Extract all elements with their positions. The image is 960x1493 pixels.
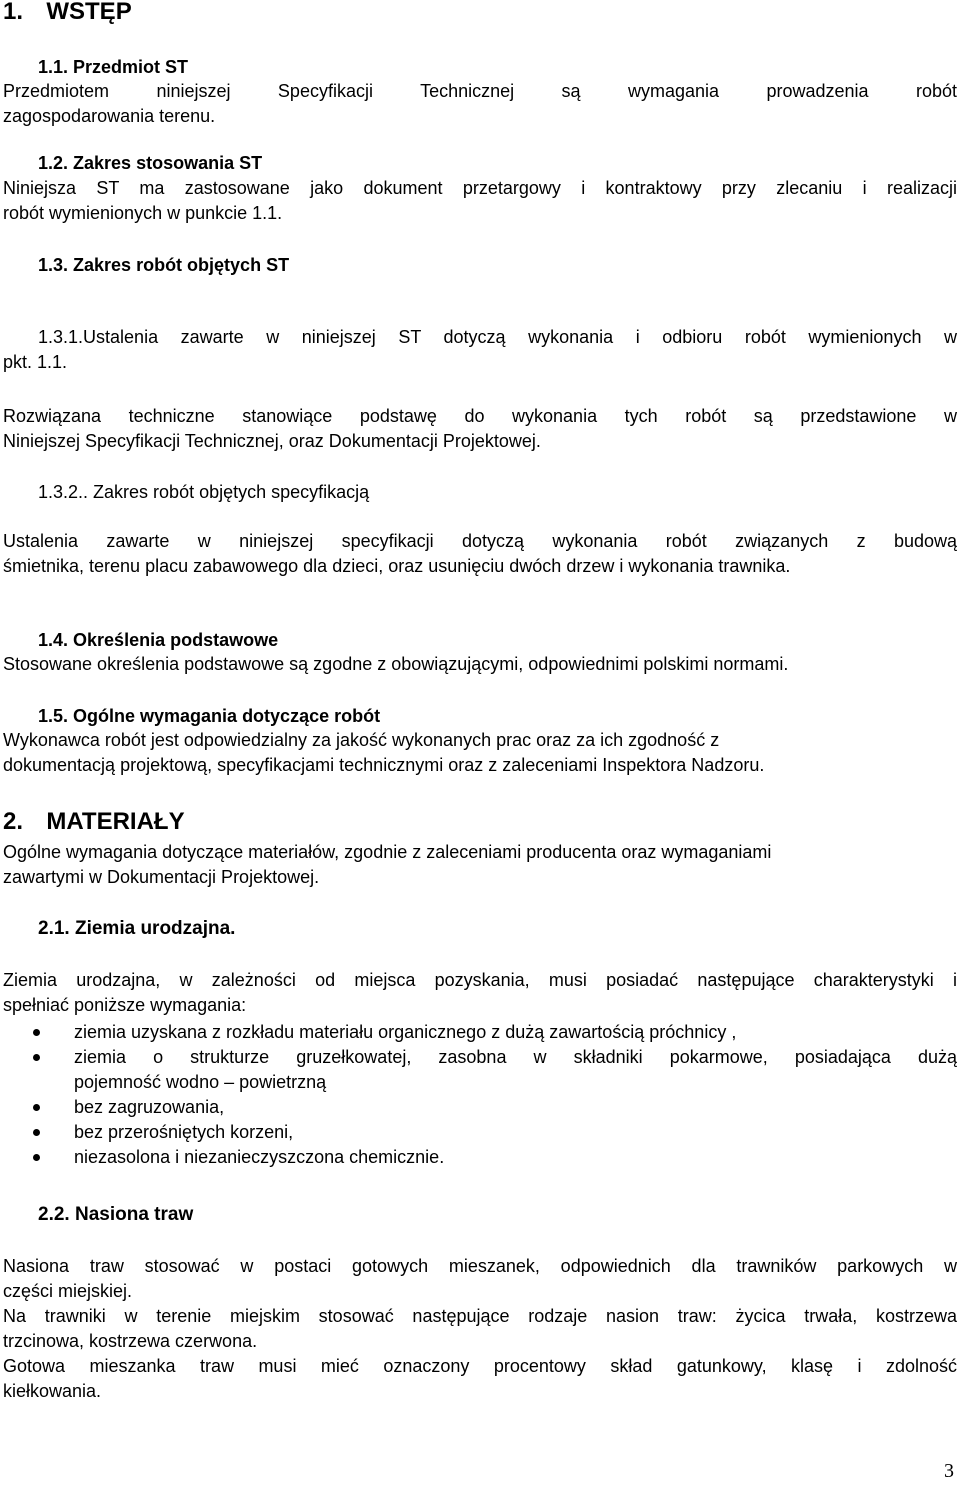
text-line: dokumentacją projektową, specyfikacjami technicznymi oraz z zaleceniami Inspektora Nadzoru. bbox=[3, 755, 765, 775]
list-item bbox=[3, 1145, 957, 1170]
text-line: robót wymienionych w punkcie 1.1. bbox=[3, 203, 283, 223]
bullet-list bbox=[3, 1020, 957, 1170]
list-item bbox=[3, 1095, 957, 1120]
text-line: Wykonawca robót jest odpowiedzialny za jakość wykonanych prac oraz za ich zgodność z bbox=[3, 730, 720, 750]
text-line: Rozwiązana techniczne stanowiące podstawę do wykonania tych robót są przedstawione w bbox=[3, 406, 957, 426]
section-1-3-1-body bbox=[3, 325, 957, 375]
section-2-2-body bbox=[3, 1254, 957, 1404]
text-line: kiełkowania. bbox=[3, 1381, 102, 1401]
text-line: Gotowa mieszanka traw musi mieć oznaczony procentowy skład gatunkowy, klasę i zdolność bbox=[3, 1356, 957, 1376]
section-1-3-1-paragraph bbox=[3, 404, 957, 454]
text-line: spełniać poniższe wymagania: bbox=[3, 995, 247, 1015]
section-1-4-heading: 1.4. Określenia podstawowe bbox=[38, 630, 279, 650]
section-1-number: 1. bbox=[3, 0, 24, 25]
section-2-1-list bbox=[3, 1020, 957, 1170]
section-1-5-heading: 1.5. Ogólne wymagania dotyczące robót bbox=[38, 706, 381, 726]
bullet-icon bbox=[33, 1104, 40, 1111]
section-2-1-body bbox=[3, 968, 957, 1018]
text-line: Nasiona traw stosować w postaci gotowych mieszanek, odpowiednich dla trawników parkowych w bbox=[3, 1256, 957, 1276]
section-1-5-body bbox=[3, 728, 957, 778]
section-2-2-heading: 2.2. Nasiona traw bbox=[38, 1204, 194, 1225]
text-line: Niniejszej Specyfikacji Technicznej, oraz Dokumentacji Projektowej. bbox=[3, 431, 541, 451]
section-1-3-2-heading: 1.3.2.. Zakres robót objętych specyfikacją bbox=[38, 482, 370, 502]
section-1-3-2-body bbox=[3, 529, 957, 579]
section-2-number: 2. bbox=[3, 808, 24, 835]
text-line: trzcinowa, kostrzewa czerwona. bbox=[3, 1331, 258, 1351]
section-1-heading bbox=[3, 0, 957, 26]
text-line: Na trawniki w terenie miejskim stosować następujące rodzaje nasion traw: życica trwała, kostrzewa bbox=[3, 1306, 957, 1326]
text-line: pkt. 1.1. bbox=[3, 352, 68, 372]
section-1-4-body bbox=[3, 652, 957, 677]
section-1-2-heading: 1.2. Zakres stosowania ST bbox=[38, 153, 263, 173]
list-item-text: niezasolona i niezanieczyszczona chemicznie. bbox=[74, 1147, 445, 1167]
text-line: części miejskiej. bbox=[3, 1281, 133, 1301]
text-line: Ustalenia zawarte w niniejszej specyfikacji dotyczą wykonania robót związanych z budową bbox=[3, 531, 957, 551]
list-item-text: pojemność wodno – powietrzną bbox=[74, 1072, 327, 1092]
text-line: Ogólne wymagania dotyczące materiałów, zgodnie z zaleceniami producenta oraz wymaganiami bbox=[3, 842, 772, 862]
list-item-text: bez zagruzowania, bbox=[74, 1097, 225, 1117]
list-item bbox=[3, 1120, 957, 1145]
section-1-title: WSTĘP bbox=[46, 0, 132, 25]
text-line: Stosowane określenia podstawowe są zgodne z obowiązującymi, odpowiednimi polskimi normami. bbox=[3, 654, 789, 674]
section-2-1-heading: 2.1. Ziemia urodzajna. bbox=[38, 918, 236, 939]
section-2-title: MATERIAŁY bbox=[46, 808, 185, 835]
text-line: 1.3.1.Ustalenia zawarte w niniejszej ST dotyczą wykonania i odbioru robót wymienionych w bbox=[38, 327, 957, 347]
page-number: 3 bbox=[944, 1460, 954, 1482]
list-item-text: ziemia o strukturze gruzełkowatej, zasobna w składniki pokarmowe, posiadająca dużą bbox=[74, 1047, 957, 1067]
text-line: śmietnika, terenu placu zabawowego dla dzieci, oraz usunięciu dwóch drzew i wykonania trawnika. bbox=[3, 556, 791, 576]
bullet-icon bbox=[33, 1154, 40, 1161]
bullet-icon bbox=[33, 1054, 40, 1061]
text-line: Przedmiotem niniejszej Specyfikacji Technicznej są wymagania prowadzenia robót bbox=[3, 81, 957, 101]
section-1-1-heading: 1.1. Przedmiot ST bbox=[38, 57, 189, 77]
list-item-text: ziemia uzyskana z rozkładu materiału organicznego z dużą zawartością próchnicy , bbox=[74, 1022, 737, 1042]
text-line: Ziemia urodzajna, w zależności od miejsca pozyskania, musi posiadać następujące charakterystyki i bbox=[3, 970, 957, 990]
text-line: zawartymi w Dokumentacji Projektowej. bbox=[3, 867, 320, 887]
section-1-1-body bbox=[3, 79, 957, 129]
text-line: zagospodarowania terenu. bbox=[3, 106, 216, 126]
list-item bbox=[3, 1020, 957, 1045]
list-item-text: bez przerośniętych korzeni, bbox=[74, 1122, 294, 1142]
bullet-icon bbox=[33, 1029, 40, 1036]
section-2-body bbox=[3, 840, 957, 890]
bullet-icon bbox=[33, 1129, 40, 1136]
section-2-heading bbox=[3, 808, 957, 836]
text-line: Niniejsza ST ma zastosowane jako dokument przetargowy i kontraktowy przy zlecaniu i realizacji bbox=[3, 178, 957, 198]
list-item bbox=[3, 1045, 957, 1095]
section-1-3-heading: 1.3. Zakres robót objętych ST bbox=[38, 255, 290, 275]
section-1-2-body bbox=[3, 176, 957, 226]
